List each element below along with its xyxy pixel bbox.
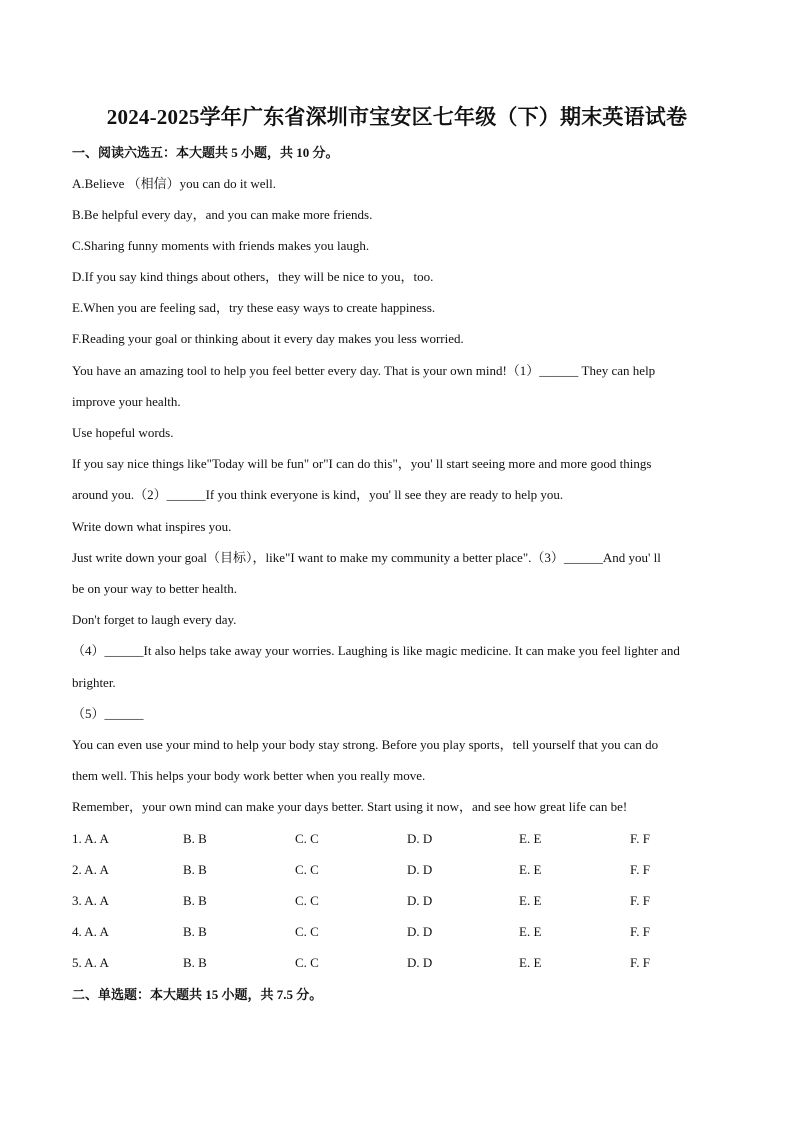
question-4-option-a: 4. A. A	[72, 924, 109, 939]
passage-line: If you say nice things like"Today will be fun" or"I can do this"，you' ll start seeing more and more good things	[72, 456, 652, 471]
answer-row	[72, 861, 732, 879]
question-1-option-d: D. D	[407, 831, 433, 846]
question-4-option-c: C. C	[295, 924, 319, 939]
answer-row	[72, 923, 732, 941]
question-5-option-e: E. E	[519, 955, 542, 970]
question-3-option-f: F. F	[630, 893, 650, 908]
question-5-option-f: F. F	[630, 955, 650, 970]
passage-blank-5: （5）______	[72, 706, 144, 721]
passage-line: them well. This helps your body work better when you really move.	[72, 768, 426, 783]
question-4-option-e: E. E	[519, 924, 542, 939]
passage-heading-3: Don't forget to laugh every day.	[72, 612, 237, 627]
question-5-option-d: D. D	[407, 955, 433, 970]
question-3-option-b: B. B	[183, 893, 207, 908]
choice-a: A.Believe （相信）you can do it well.	[72, 176, 276, 191]
question-1-option-c: C. C	[295, 831, 319, 846]
exam-title: 2024-2025学年广东省深圳市宝安区七年级（下）期末英语试卷	[106, 105, 688, 129]
question-2-option-e: E. E	[519, 862, 542, 877]
answer-row	[72, 892, 732, 910]
passage-line: Remember，your own mind can make your days better. Start using it now，and see how great life can be!	[72, 799, 628, 814]
question-3-option-d: D. D	[407, 893, 433, 908]
section-2-heading: 二、单选题：本大题共 15 小题，共 7.5 分。	[72, 987, 323, 1002]
question-5-option-c: C. C	[295, 955, 319, 970]
passage-heading-2: Write down what inspires you.	[72, 519, 232, 534]
passage-line: brighter.	[72, 675, 116, 690]
passage-line: around you.（2）______If you think everyone is kind，you' ll see they are ready to help you.	[72, 487, 564, 502]
passage-line: You can even use your mind to help your body stay strong. Before you play sports，tell yourself that you can do	[72, 737, 659, 752]
section-1-heading: 一、阅读六选五：本大题共 5 小题，共 10 分。	[72, 145, 339, 160]
question-3-option-e: E. E	[519, 893, 542, 908]
passage-line: Just write down your goal（目标），like"I want to make my community a better place".（3）______And you' ll	[72, 550, 661, 565]
passage-heading-1: Use hopeful words.	[72, 425, 174, 440]
question-3-option-a: 3. A. A	[72, 893, 109, 908]
passage-line: improve your health.	[72, 394, 181, 409]
choice-d: D.If you say kind things about others，they will be nice to you，too.	[72, 269, 434, 284]
question-2-option-b: B. B	[183, 862, 207, 877]
question-4-option-b: B. B	[183, 924, 207, 939]
question-3-option-c: C. C	[295, 893, 319, 908]
choice-c: C.Sharing funny moments with friends makes you laugh.	[72, 238, 370, 253]
question-4-option-f: F. F	[630, 924, 650, 939]
question-1-option-f: F. F	[630, 831, 650, 846]
question-2-option-f: F. F	[630, 862, 650, 877]
passage-line: You have an amazing tool to help you feel better every day. That is your own mind!（1）______ They can help	[72, 363, 656, 378]
passage-line: （4）______It also helps take away your worries. Laughing is like magic medicine. It can make you feel lighter and	[72, 643, 680, 658]
question-5-option-a: 5. A. A	[72, 955, 109, 970]
question-1-option-b: B. B	[183, 831, 207, 846]
question-2-option-d: D. D	[407, 862, 433, 877]
question-2-option-a: 2. A. A	[72, 862, 109, 877]
choice-b: B.Be helpful every day，and you can make more friends.	[72, 207, 373, 222]
question-1-option-e: E. E	[519, 831, 542, 846]
question-2-option-c: C. C	[295, 862, 319, 877]
answer-row	[72, 830, 732, 848]
question-5-option-b: B. B	[183, 955, 207, 970]
choice-e: E.When you are feeling sad，try these easy ways to create happiness.	[72, 300, 436, 315]
question-1-option-a: 1. A. A	[72, 831, 109, 846]
answer-row	[72, 954, 732, 972]
question-4-option-d: D. D	[407, 924, 433, 939]
choice-f: F.Reading your goal or thinking about it every day makes you less worried.	[72, 331, 464, 346]
passage-line: be on your way to better health.	[72, 581, 237, 596]
